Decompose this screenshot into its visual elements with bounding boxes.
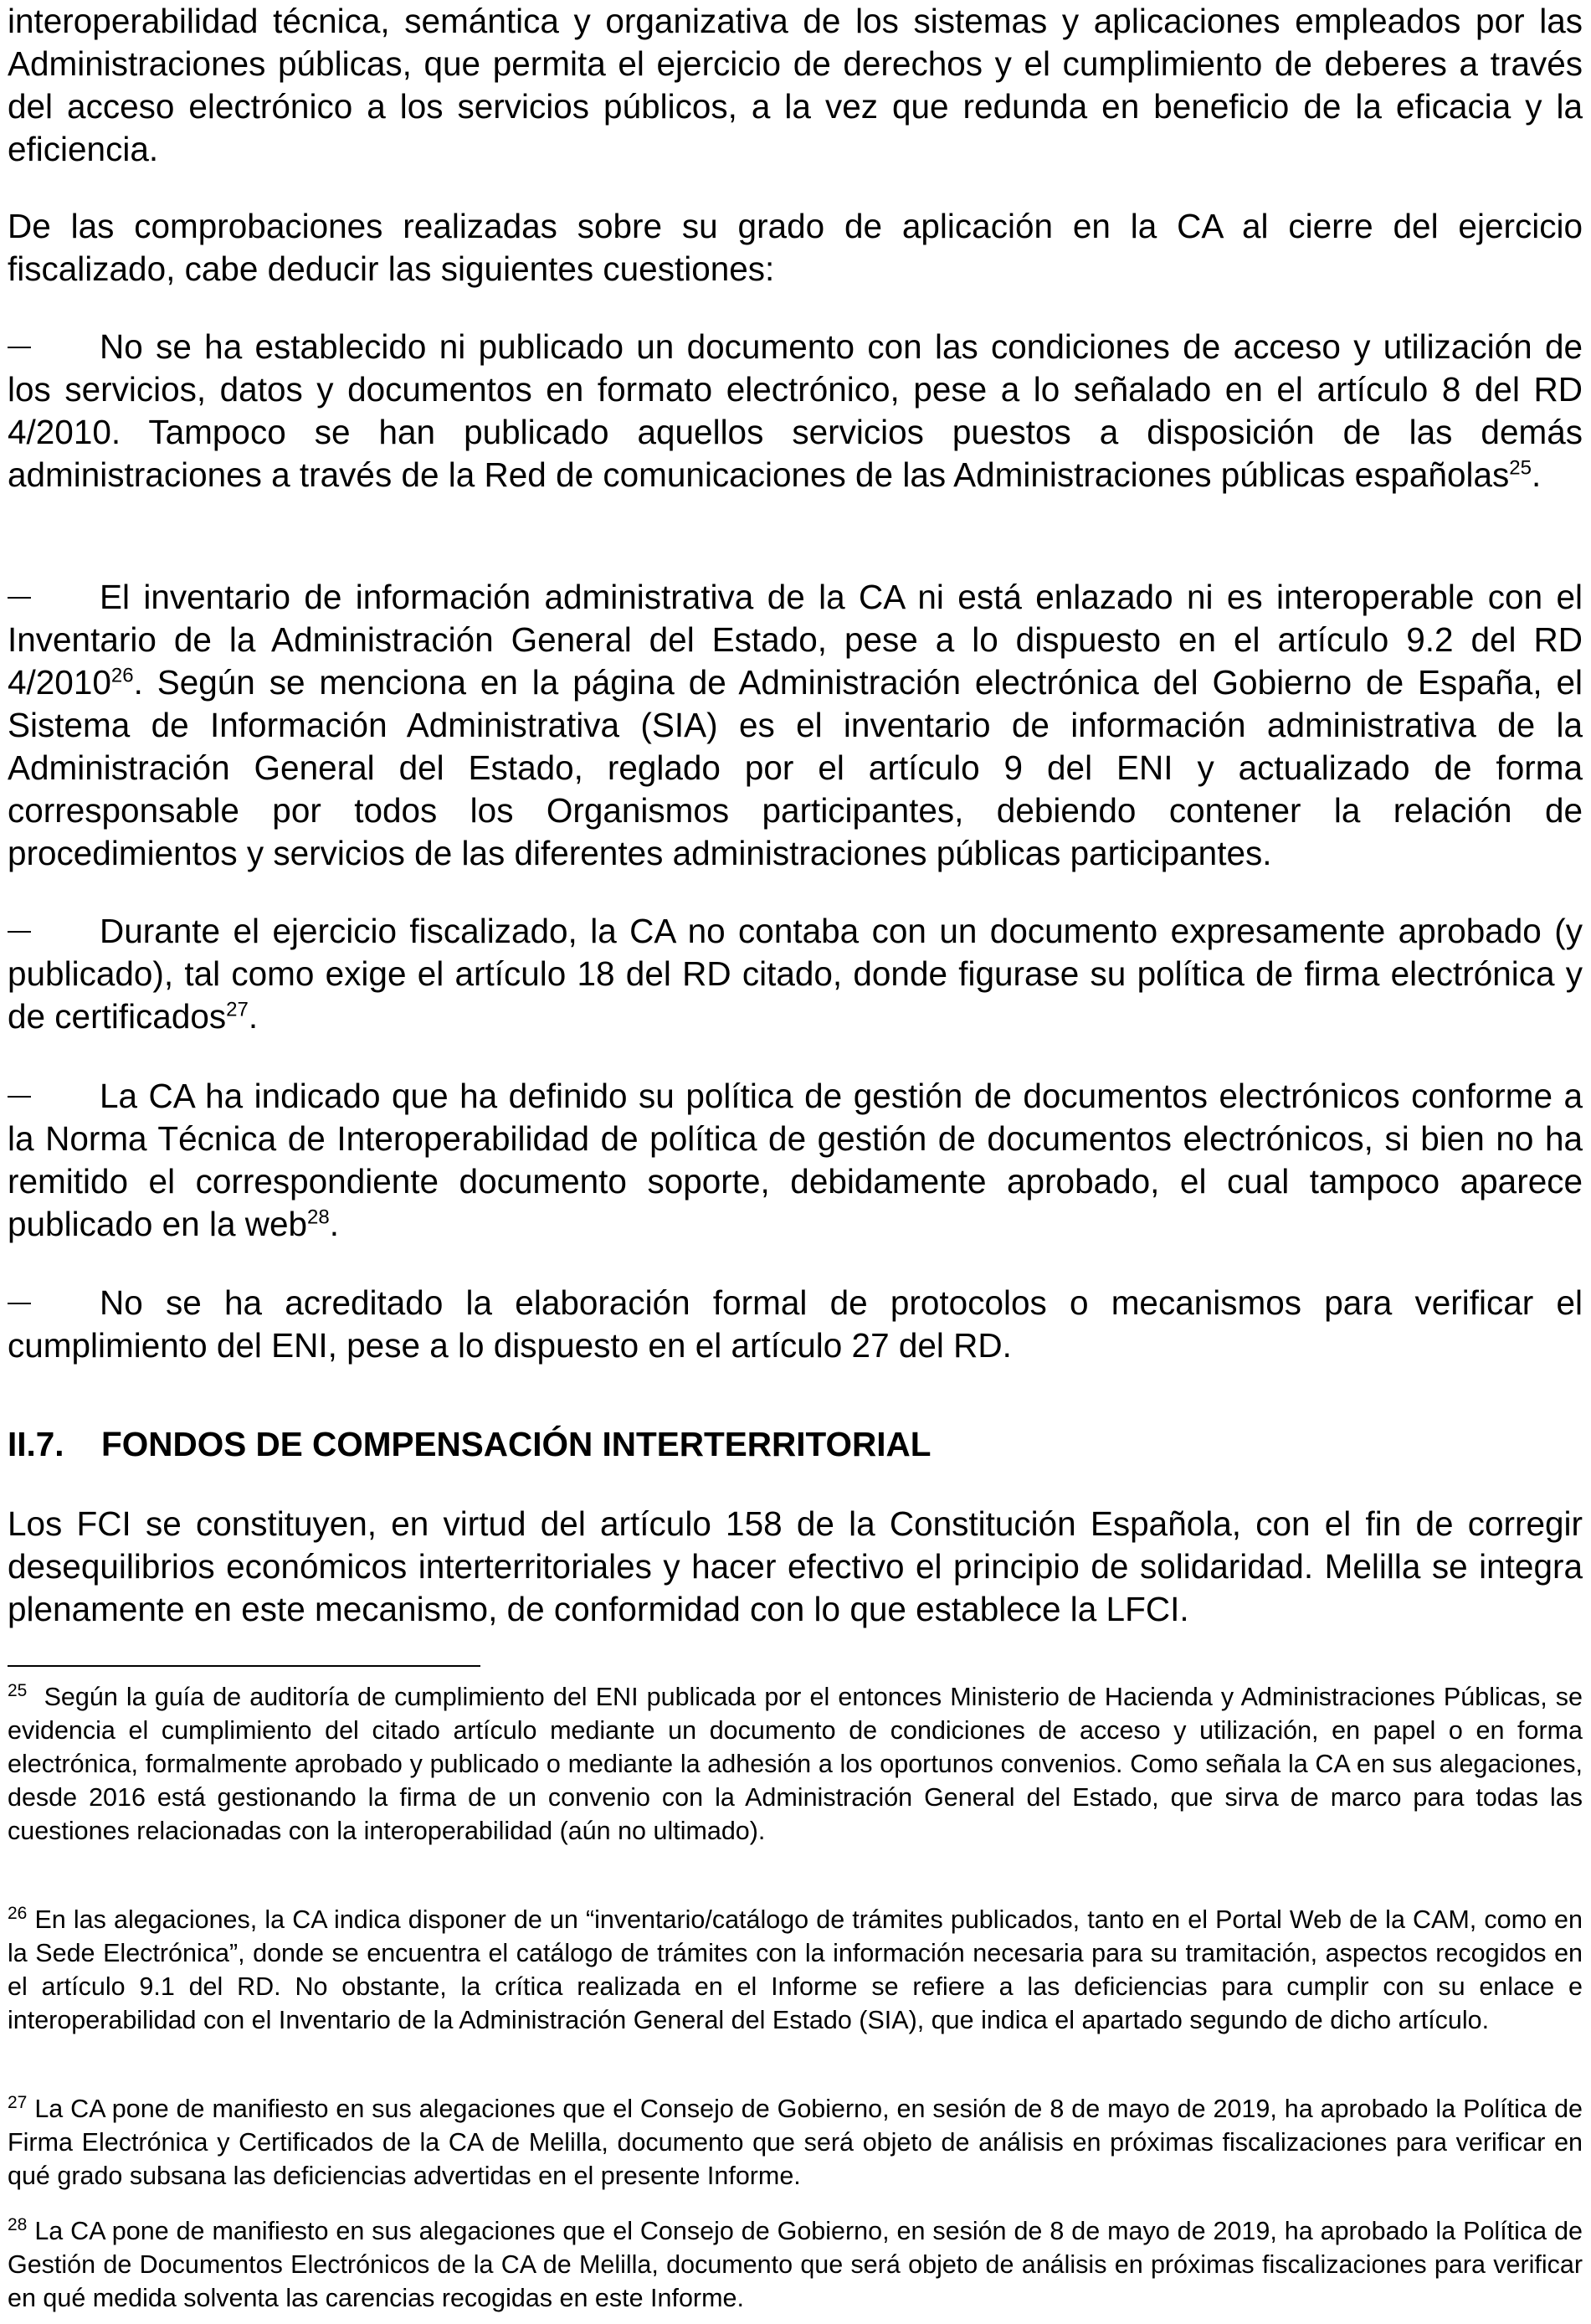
bullet-item-2	[8, 576, 1583, 875]
dash-bullet-icon	[8, 576, 100, 619]
footnote-ref-28[interactable]: 28	[307, 1206, 330, 1229]
paragraph-intro	[8, 0, 1583, 171]
bullet-item-1-tail: .	[1531, 455, 1542, 494]
bullet-item-3-text: Durante el ejercicio fiscalizado, la CA no contaba con un documento expresamente aprobado (y publicado), tal como exige el artículo 18 del RD citado, donde figurase su política de firma electrónica y de certificados	[8, 912, 1583, 1036]
paragraph-comprobaciones	[8, 205, 1583, 290]
footnote-separator	[8, 1665, 480, 1667]
bullet-item-3-tail: .	[248, 997, 259, 1036]
footnote-27-text: La CA pone de manifiesto en sus alegaciones que el Consejo de Gobierno, en sesión de 8 de mayo de 2019, ha aprobado la Política de Firma Electrónica y Certificados de la CA de Melilla, documento que será objeto de análisis en próximas fiscalizaciones para verificar en qué grado subsana las deficiencias advertidas en el presente Informe.	[8, 2095, 1583, 2190]
footnote-27-number: 27	[8, 2092, 28, 2112]
paragraph-fci	[8, 1503, 1583, 1631]
bullet-item-1-text: No se ha establecido ni publicado un documento con las condiciones de acceso y utilización de los servicios, datos y documentos en formato electrónico, pese a lo señalado en el artículo 8 del RD 4/2010. Tampoco se han publicado aquellos servicios puestos a disposición de las demás administraciones a través de la Red de comunicaciones de las Administraciones públicas españolas	[8, 327, 1583, 494]
footnote-25-text: Según la guía de auditoría de cumplimiento del ENI publicada por el entonces Ministerio de Hacienda y Administraciones Públicas, se evidencia el cumplimiento del citado artículo mediante un documento de condiciones de acceso y utilización, en papel o en forma electrónica, formalmente aprobado y publicado o mediante la adhesión a los oportunos convenios. Como señala la CA en sus alegaciones, desde 2016 está gestionando la firma de un convenio con la Administración General del Estado, que sirva de marco para todas las cuestiones relacionadas con la interoperabilidad (aún no ultimado).	[8, 1683, 1583, 1845]
footnote-26-text: En las alegaciones, la CA indica disponer de un “inventario/catálogo de trámites publicados, tanto en el Portal Web de la CAM, como en la Sede Electrónica”, donde se encuentra el catálogo de trámites con la información necesaria para su tramitación, aspectos recogidos en el artículo 9.1 del RD. No obstante, la crítica realizada en el Informe se refiere a las deficiencias para cumplir con su enlace e interoperabilidad con el Inventario de la Administración General del Estado (SIA), que indica el apartado segundo de dicho artículo.	[8, 1905, 1583, 2034]
bullet-item-5-text: No se ha acreditado la elaboración formal de protocolos o mecanismos para verificar el cumplimiento del ENI, pese a lo dispuesto en el artículo 27 del RD.	[8, 1283, 1583, 1365]
footnote-ref-26[interactable]: 26	[110, 664, 134, 687]
footnote-27	[8, 2092, 1583, 2193]
section-title: FONDOS DE COMPENSACIÓN INTERTERRITORIAL	[101, 1425, 932, 1463]
bullet-item-4-tail: .	[329, 1205, 339, 1243]
footnote-ref-25[interactable]: 25	[1509, 456, 1532, 480]
dash-bullet-icon	[8, 326, 100, 368]
bullet-item-1	[8, 326, 1583, 496]
footnote-26-number: 26	[8, 1903, 28, 1923]
bullet-item-2-tail: . Según se menciona en la página de Administración electrónica del Gobierno de España, el Sistema de Información Administrativa (SIA) es el inventario de información administrativa de la Administración General del Estado, reglado por el artículo 9 del ENI y actualizado de forma corresponsable por todos los Organismos participantes, debiendo contener la relación de procedimientos y servicios de las diferentes administraciones públicas participantes.	[8, 663, 1583, 872]
dash-bullet-icon	[8, 1075, 100, 1118]
paragraph-fci-text: Los FCI se constituyen, en virtud del artículo 158 de la Constitución Española, con el fin de corregir desequilibrios económicos interterritoriales y hacer efectivo el principio de solidaridad. Melilla se integra plenamente en este mecanismo, de conformidad con lo que establece la LFCI.	[8, 1504, 1583, 1628]
bullet-item-5	[8, 1282, 1583, 1367]
footnote-28-text: La CA pone de manifiesto en sus alegaciones que el Consejo de Gobierno, en sesión de 8 de mayo de 2019, ha aprobado la Política de Gestión de Documentos Electrónicos de la CA de Melilla, documento que será objeto de análisis en próximas fiscalizaciones para verificar en qué medida solventa las carencias recogidas en este Informe.	[8, 2217, 1583, 2312]
paragraph-comprobaciones-text: De las comprobaciones realizadas sobre su grado de aplicación en la CA al cierre del ejercicio fiscalizado, cabe deducir las siguientes cuestiones:	[8, 207, 1583, 288]
dash-bullet-icon	[8, 1282, 100, 1324]
bullet-item-2-text: El inventario de información administrativa de la CA ni está enlazado ni es interoperable con el Inventario de la Administración General del Estado, pese a lo dispuesto en el artículo 9.2 del RD 4/2010	[8, 578, 1583, 702]
footnote-ref-27[interactable]: 27	[226, 998, 249, 1021]
section-number: II.7.	[8, 1425, 64, 1463]
footnote-28-number: 28	[8, 2214, 28, 2234]
section-heading	[8, 1423, 1583, 1466]
bullet-item-4	[8, 1075, 1583, 1246]
footnote-28	[8, 2214, 1583, 2315]
bullet-item-4-text: La CA ha indicado que ha definido su política de gestión de documentos electrónicos conforme a la Norma Técnica de Interoperabilidad de política de gestión de documentos electrónicos, si bien no ha remitido el correspondiente documento soporte, debidamente aprobado, el cual tampoco aparece publicado en la web	[8, 1077, 1583, 1243]
dash-bullet-icon	[8, 910, 100, 953]
footnote-25	[8, 1680, 1583, 1848]
footnote-25-number: 25	[8, 1680, 28, 1700]
paragraph-intro-text: interoperabilidad técnica, semántica y organizativa de los sistemas y aplicaciones empleados por las Administraciones públicas, que permita el ejercicio de derechos y el cumplimiento de deberes a través del acceso electrónico a los servicios públicos, a la vez que redunda en beneficio de la eficacia y la eficiencia.	[8, 2, 1583, 168]
bullet-item-3	[8, 910, 1583, 1038]
footnote-26	[8, 1903, 1583, 2037]
